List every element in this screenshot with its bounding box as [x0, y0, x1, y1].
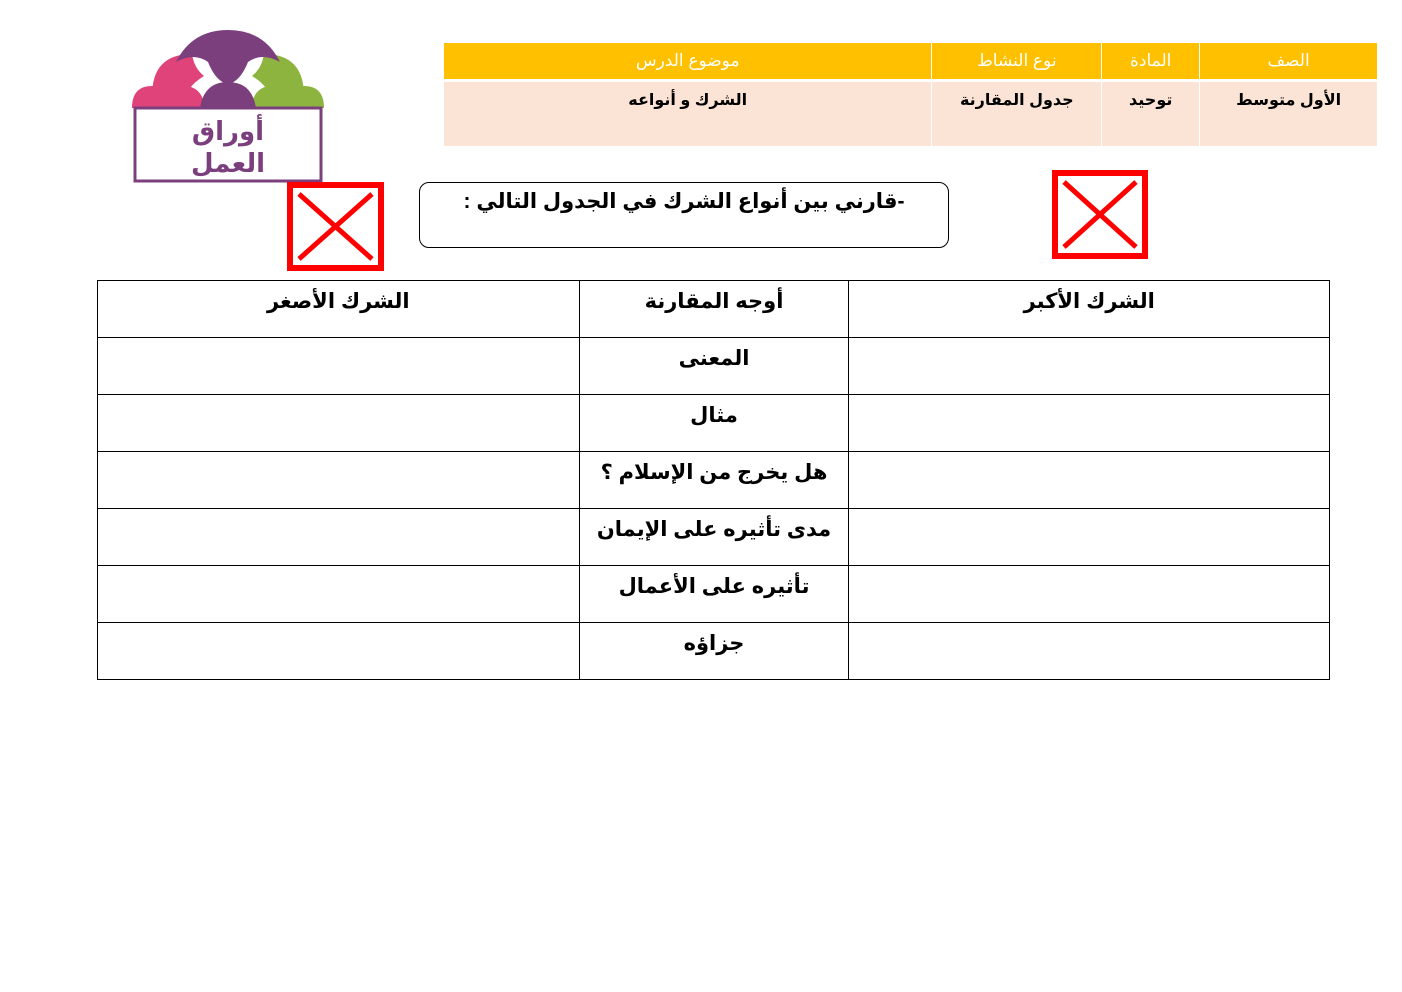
minor-answer-cell[interactable]	[98, 623, 580, 680]
grade-value: الأول متوسط	[1200, 81, 1378, 147]
major-answer-cell[interactable]	[849, 395, 1330, 452]
minor-answer-cell[interactable]	[98, 395, 580, 452]
comparison-header-row	[98, 281, 1330, 338]
comparison-table	[97, 280, 1330, 680]
lesson-topic-value: الشرك و أنواعه	[444, 81, 932, 147]
logo-text-line1: أوراق	[191, 117, 265, 147]
comparison-aspect-header: أوجه المقارنة	[579, 281, 849, 338]
major-answer-cell[interactable]	[849, 566, 1330, 623]
lesson-info-table	[443, 42, 1378, 147]
info-value-row	[444, 81, 1378, 147]
worksheets-logo	[132, 28, 324, 184]
logo-text-line2: العمل	[191, 149, 265, 179]
table-row	[98, 509, 1330, 566]
broken-image-x-icon	[1058, 176, 1142, 253]
minor-answer-cell[interactable]	[98, 509, 580, 566]
broken-image-placeholder-left	[287, 182, 384, 271]
aspect-cell: مدى تأثيره على الإيمان	[579, 509, 849, 566]
minor-answer-cell[interactable]	[98, 338, 580, 395]
table-row	[98, 338, 1330, 395]
subject-value: توحيد	[1102, 81, 1200, 147]
minor-shirk-header: الشرك الأصغر	[98, 281, 580, 338]
aspect-cell: تأثيره على الأعمال	[579, 566, 849, 623]
minor-answer-cell[interactable]	[98, 566, 580, 623]
table-row	[98, 452, 1330, 509]
lesson-topic-header: موضوع الدرس	[444, 43, 932, 81]
aspect-cell: المعنى	[579, 338, 849, 395]
table-row	[98, 395, 1330, 452]
instruction-box: -قارني بين أنواع الشرك في الجدول التالي :	[419, 182, 949, 248]
broken-image-x-icon	[293, 188, 378, 265]
activity-type-header: نوع النشاط	[932, 43, 1102, 81]
minor-answer-cell[interactable]	[98, 452, 580, 509]
major-answer-cell[interactable]	[849, 338, 1330, 395]
major-shirk-header: الشرك الأكبر	[849, 281, 1330, 338]
aspect-cell: جزاؤه	[579, 623, 849, 680]
subject-header: المادة	[1102, 43, 1200, 81]
major-answer-cell[interactable]	[849, 452, 1330, 509]
major-answer-cell[interactable]	[849, 623, 1330, 680]
grade-header: الصف	[1200, 43, 1378, 81]
table-row	[98, 566, 1330, 623]
broken-image-placeholder-right	[1052, 170, 1148, 259]
activity-type-value: جدول المقارنة	[932, 81, 1102, 147]
table-row	[98, 623, 1330, 680]
major-answer-cell[interactable]	[849, 509, 1330, 566]
info-header-row	[444, 43, 1378, 81]
aspect-cell: مثال	[579, 395, 849, 452]
aspect-cell: هل يخرج من الإسلام ؟	[579, 452, 849, 509]
